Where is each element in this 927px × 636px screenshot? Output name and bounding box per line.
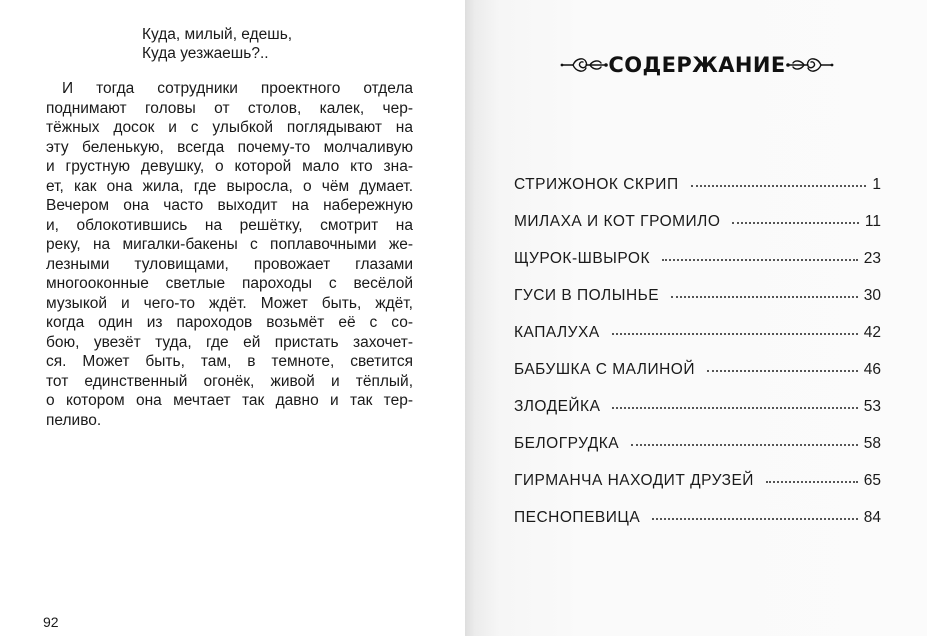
story-paragraph [46,79,413,430]
toc-entry-title: ЩУРОК-ШВЫРОК [514,250,650,267]
scroll-flourish-icon [560,52,608,78]
toc-entry[interactable] [514,435,881,472]
toc-entry[interactable] [514,324,881,361]
dot-leader [612,406,857,409]
toc-entry-title: БЕЛОГРУДКА [514,435,620,452]
paragraph-line: ся. Может быть, там, в темноте, светится [46,353,413,370]
page-number: 92 [43,614,59,630]
paragraph-line: бою, увезёт туда, где ей пристать захочет- [46,333,413,351]
paragraph-line: поднимают головы от столов, калек, чер- [46,99,413,117]
paragraph-line: и, облокотившись на решётку, смотрит на [46,216,413,234]
toc-entry-page: 23 [863,250,881,267]
poem-fragment [142,25,292,63]
paragraph-line: многооконные светлые пароходы с весёлой [46,275,413,292]
toc-title: СОДЕРЖАНИЕ [608,53,786,77]
toc-header [560,50,834,80]
dot-leader [707,369,858,372]
toc-entry-title: БАБУШКА С МАЛИНОЙ [514,361,696,378]
paragraph-line: тёжных досок и с улыбкой поглядывают на [46,119,413,136]
toc-entry[interactable] [514,472,881,509]
toc-entry[interactable] [514,250,881,287]
paragraph-line: И тогда сотрудники проектного отдела [62,80,413,97]
toc-entry-title: ПЕСНОПЕВИЦА [514,509,641,526]
toc-entry-page: 65 [863,472,881,489]
paragraph-line: лезными туловищами, провожает глазами [46,255,413,273]
paragraph-line: ет, как она жила, где выросла, о чём думает. [46,177,413,195]
paragraph-line: музыкой и чего-то ждёт. Может быть, ждёт, [46,294,413,312]
toc-list [514,176,881,546]
poem-line: Куда уезжаешь?.. [142,45,269,62]
paragraph-line: о котором она мечтает так давно и так тер- [46,392,413,409]
scroll-flourish-icon [786,52,834,78]
toc-entry-title: ГУСИ В ПОЛЫНЬЕ [514,287,660,304]
dot-leader [671,295,858,298]
toc-entry-title: СТРИЖОНОК СКРИП [514,176,679,193]
toc-entry-page: 11 [864,213,881,230]
paragraph-line: тот единственный огонёк, живой и тёплый, [46,372,413,390]
toc-entry[interactable] [514,287,881,324]
toc-entry-page: 58 [863,435,881,452]
toc-entry-title: КАПАЛУХА [514,324,600,341]
toc-entry-title: ГИРМАНЧА НАХОДИТ ДРУЗЕЙ [514,472,754,489]
toc-entry-title: ЗЛОДЕЙКА [514,398,601,415]
dot-leader [766,480,858,483]
paragraph-line: реку, на мигалки-бакены с поплавочными же- [46,236,413,253]
toc-entry-page: 53 [863,398,881,415]
toc-entry[interactable] [514,213,881,250]
toc-entry[interactable] [514,176,881,213]
dot-leader [732,221,858,224]
paragraph-line: Вечером она часто выходит на набережную [46,197,413,214]
toc-entry-title: МИЛАХА И КОТ ГРОМИЛО [514,213,721,230]
toc-entry-page: 1 [872,176,881,193]
dot-leader [691,184,867,187]
dot-leader [652,517,858,520]
toc-entry[interactable] [514,361,881,398]
paragraph-line: и грустную девушку, о которой мало кто зна- [46,158,413,175]
toc-entry-page: 30 [863,287,881,304]
toc-entry[interactable] [514,509,881,546]
dot-leader [631,443,858,446]
paragraph-line: пеливо. [46,411,102,429]
dot-leader [662,258,858,261]
toc-entry-page: 84 [863,509,881,526]
poem-line: Куда, милый, едешь, [142,26,293,43]
paragraph-line: эту беленькую, всегда почему-то молчаливую [46,138,413,156]
paragraph-line: когда один из пароходов возьмёт её с со- [46,314,413,331]
dot-leader [612,332,858,335]
toc-entry[interactable] [514,398,881,435]
toc-entry-page: 46 [863,361,881,378]
toc-entry-page: 42 [863,324,881,341]
